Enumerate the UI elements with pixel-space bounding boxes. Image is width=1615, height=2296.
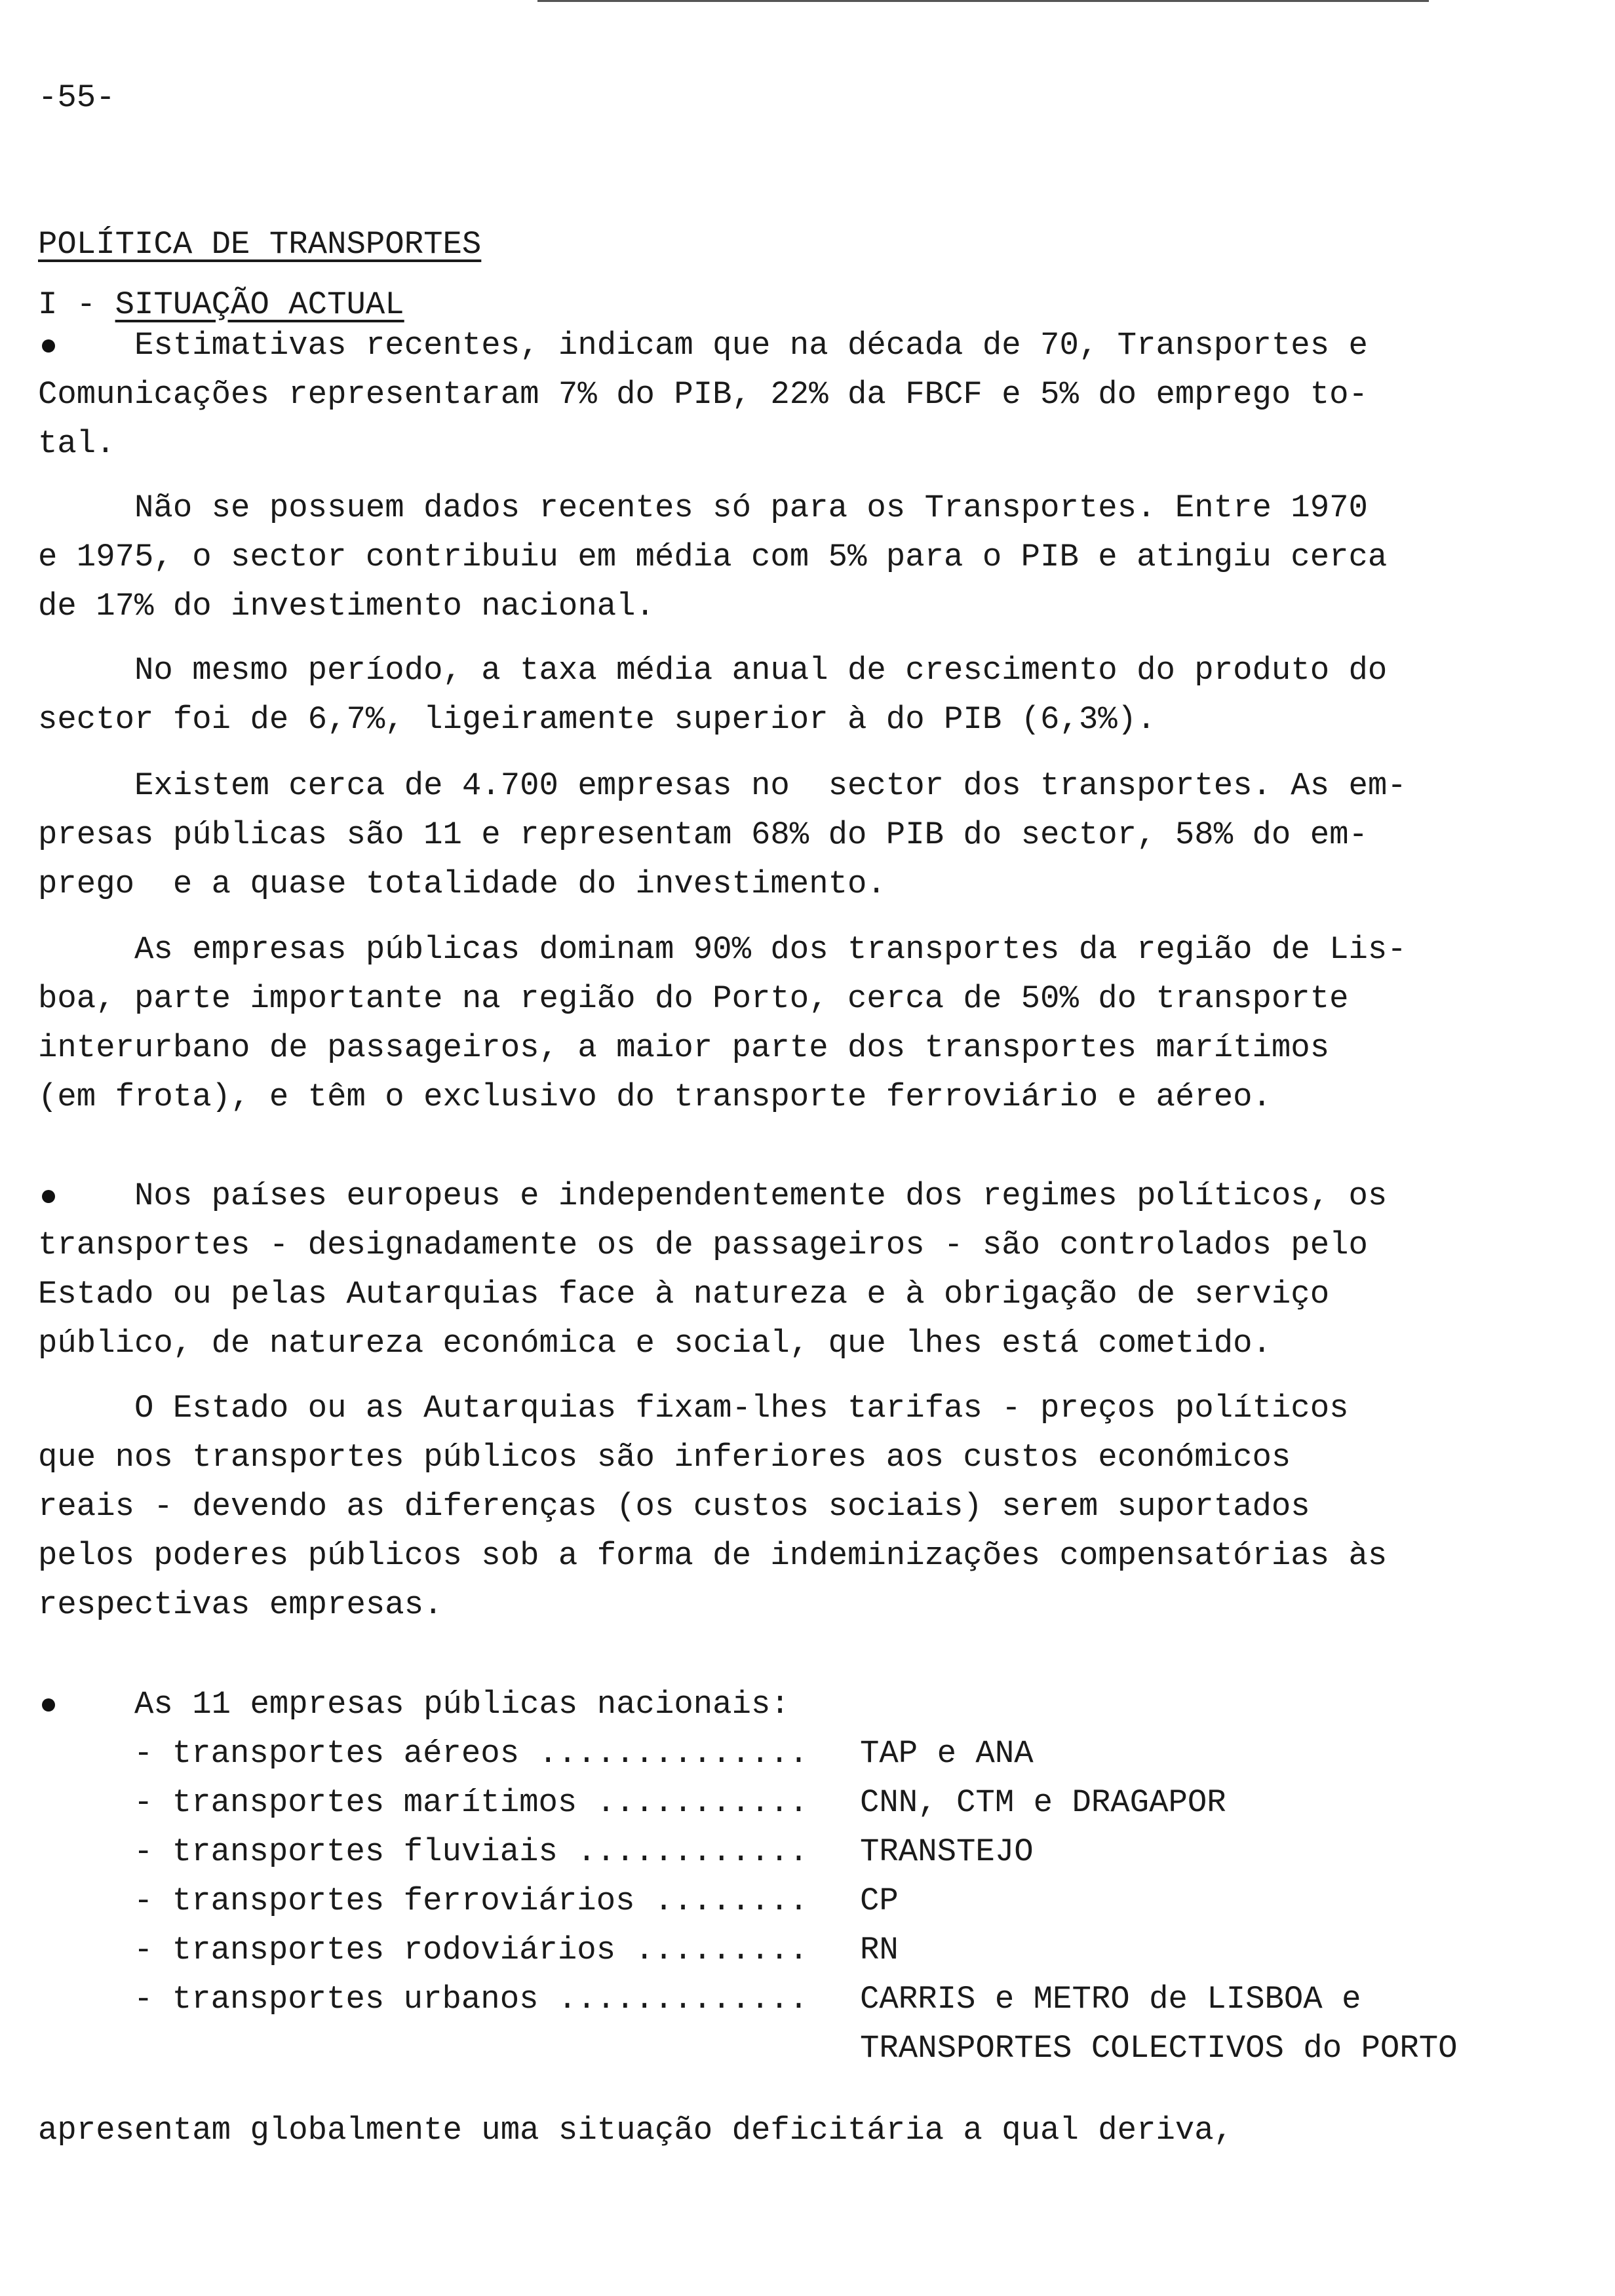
page-number: -55-: [38, 79, 115, 116]
closing-paragraph: [38, 2106, 1447, 2155]
list-item-label: - transportes urbanos .............: [134, 1981, 809, 2018]
paragraph-line: que nos transportes públicos são inferiores aos custos económicos: [38, 1439, 1291, 1476]
paragraph-line: Comunicações representaram 7% do PIB, 22% da FBCF e 5% do emprego to-: [38, 376, 1368, 413]
list-item: [38, 2024, 1458, 2073]
paragraph-line: O Estado ou as Autarquias fixam-lhes tarifas - preços políticos: [38, 1390, 1349, 1426]
paragraph-line: Existem cerca de 4.700 empresas no sector dos transportes. As em-: [38, 767, 1407, 804]
list-item: [38, 1778, 1226, 1827]
list-item-label: - transportes marítimos ...........: [134, 1784, 809, 1821]
list-item: [38, 1827, 1034, 1877]
list-item: [38, 1877, 899, 1926]
closing-line: apresentam globalmente uma situação deficitária a qual deriva,: [38, 2112, 1234, 2149]
list-item-value: RN: [860, 1932, 899, 1968]
list-intro: [38, 1680, 1447, 1729]
paragraph-line: público, de natureza económica e social, que lhes está cometido.: [38, 1325, 1272, 1362]
section-prefix: I -: [38, 286, 115, 323]
list-item-value: TRANSPORTES COLECTIVOS do PORTO: [860, 2030, 1458, 2067]
paragraph-line: boa, parte importante na região do Porto, cerca de 50% do transporte: [38, 980, 1349, 1017]
paragraph-5: [38, 925, 1447, 1122]
list-intro-text: As 11 empresas públicas nacionais:: [38, 1686, 790, 1723]
list-item-label: - transportes fluviais ............: [134, 1833, 809, 1870]
paragraph-line: prego e a quase totalidade do investimento.: [38, 866, 886, 902]
top-rule: [537, 0, 1429, 2]
paragraph-2: [38, 484, 1447, 631]
paragraph-line: As empresas públicas dominam 90% dos transportes da região de Lis-: [38, 931, 1407, 968]
paragraph-line: sector foi de 6,7%, ligeiramente superior à do PIB (6,3%).: [38, 701, 1156, 738]
paragraph-line: Nos países europeus e independentemente dos regimes políticos, os: [38, 1177, 1388, 1214]
paragraph-line: Estado ou pelas Autarquias face à natureza e à obrigação de serviço: [38, 1276, 1330, 1312]
company-list: [38, 1729, 1458, 2073]
list-item: [38, 1729, 1034, 1778]
paragraph-line: reais - devendo as diferenças (os custos sociais) serem suportados: [38, 1488, 1310, 1525]
paragraph-line: No mesmo período, a taxa média anual de crescimento do produto do: [38, 652, 1388, 689]
list-item-value: CNN, CTM e DRAGAPOR: [860, 1784, 1226, 1821]
list-item: [38, 1975, 1361, 2024]
section-label: SITUAÇÃO ACTUAL: [115, 286, 404, 323]
list-item: [38, 1926, 899, 1975]
paragraph-line: transportes - designadamente os de passageiros - são controlados pelo: [38, 1227, 1368, 1263]
paragraph-1: [38, 321, 1447, 469]
paragraph-6: [38, 1172, 1447, 1368]
paragraph-line: (em frota), e têm o exclusivo do transporte ferroviário e aéreo.: [38, 1079, 1272, 1115]
paragraph-3: [38, 646, 1447, 744]
paragraph-line: tal.: [38, 425, 115, 462]
list-item-value: CARRIS e METRO de LISBOA e: [860, 1981, 1361, 2018]
paragraph-line: respectivas empresas.: [38, 1586, 443, 1623]
paragraph-4: [38, 761, 1447, 909]
paragraph-7: [38, 1384, 1447, 1630]
list-item-value: TRANSTEJO: [860, 1833, 1034, 1870]
paragraph-line: presas públicas são 11 e representam 68% do PIB do sector, 58% do em-: [38, 816, 1368, 853]
list-item-label: - transportes ferroviários ........: [134, 1883, 809, 1919]
paragraph-line: pelos poderes públicos sob a forma de indeminizações compensatórias às: [38, 1537, 1388, 1574]
paragraph-line: de 17% do investimento nacional.: [38, 588, 655, 624]
paragraph-line: e 1975, o sector contribuiu em média com 5% para o PIB e atingiu cerca: [38, 539, 1388, 575]
page-title: POLÍTICA DE TRANSPORTES: [38, 226, 482, 263]
list-item-value: CP: [860, 1883, 899, 1919]
list-item-label: - transportes aéreos ..............: [134, 1735, 809, 1772]
list-item-label: - transportes rodoviários .........: [134, 1932, 809, 1968]
paragraph-line: Não se possuem dados recentes só para os Transportes. Entre 1970: [38, 489, 1368, 526]
paragraph-line: interurbano de passageiros, a maior parte dos transportes marítimos: [38, 1029, 1330, 1066]
list-item-value: TAP e ANA: [860, 1735, 1034, 1772]
paragraph-line: Estimativas recentes, indicam que na década de 70, Transportes e: [38, 327, 1368, 364]
